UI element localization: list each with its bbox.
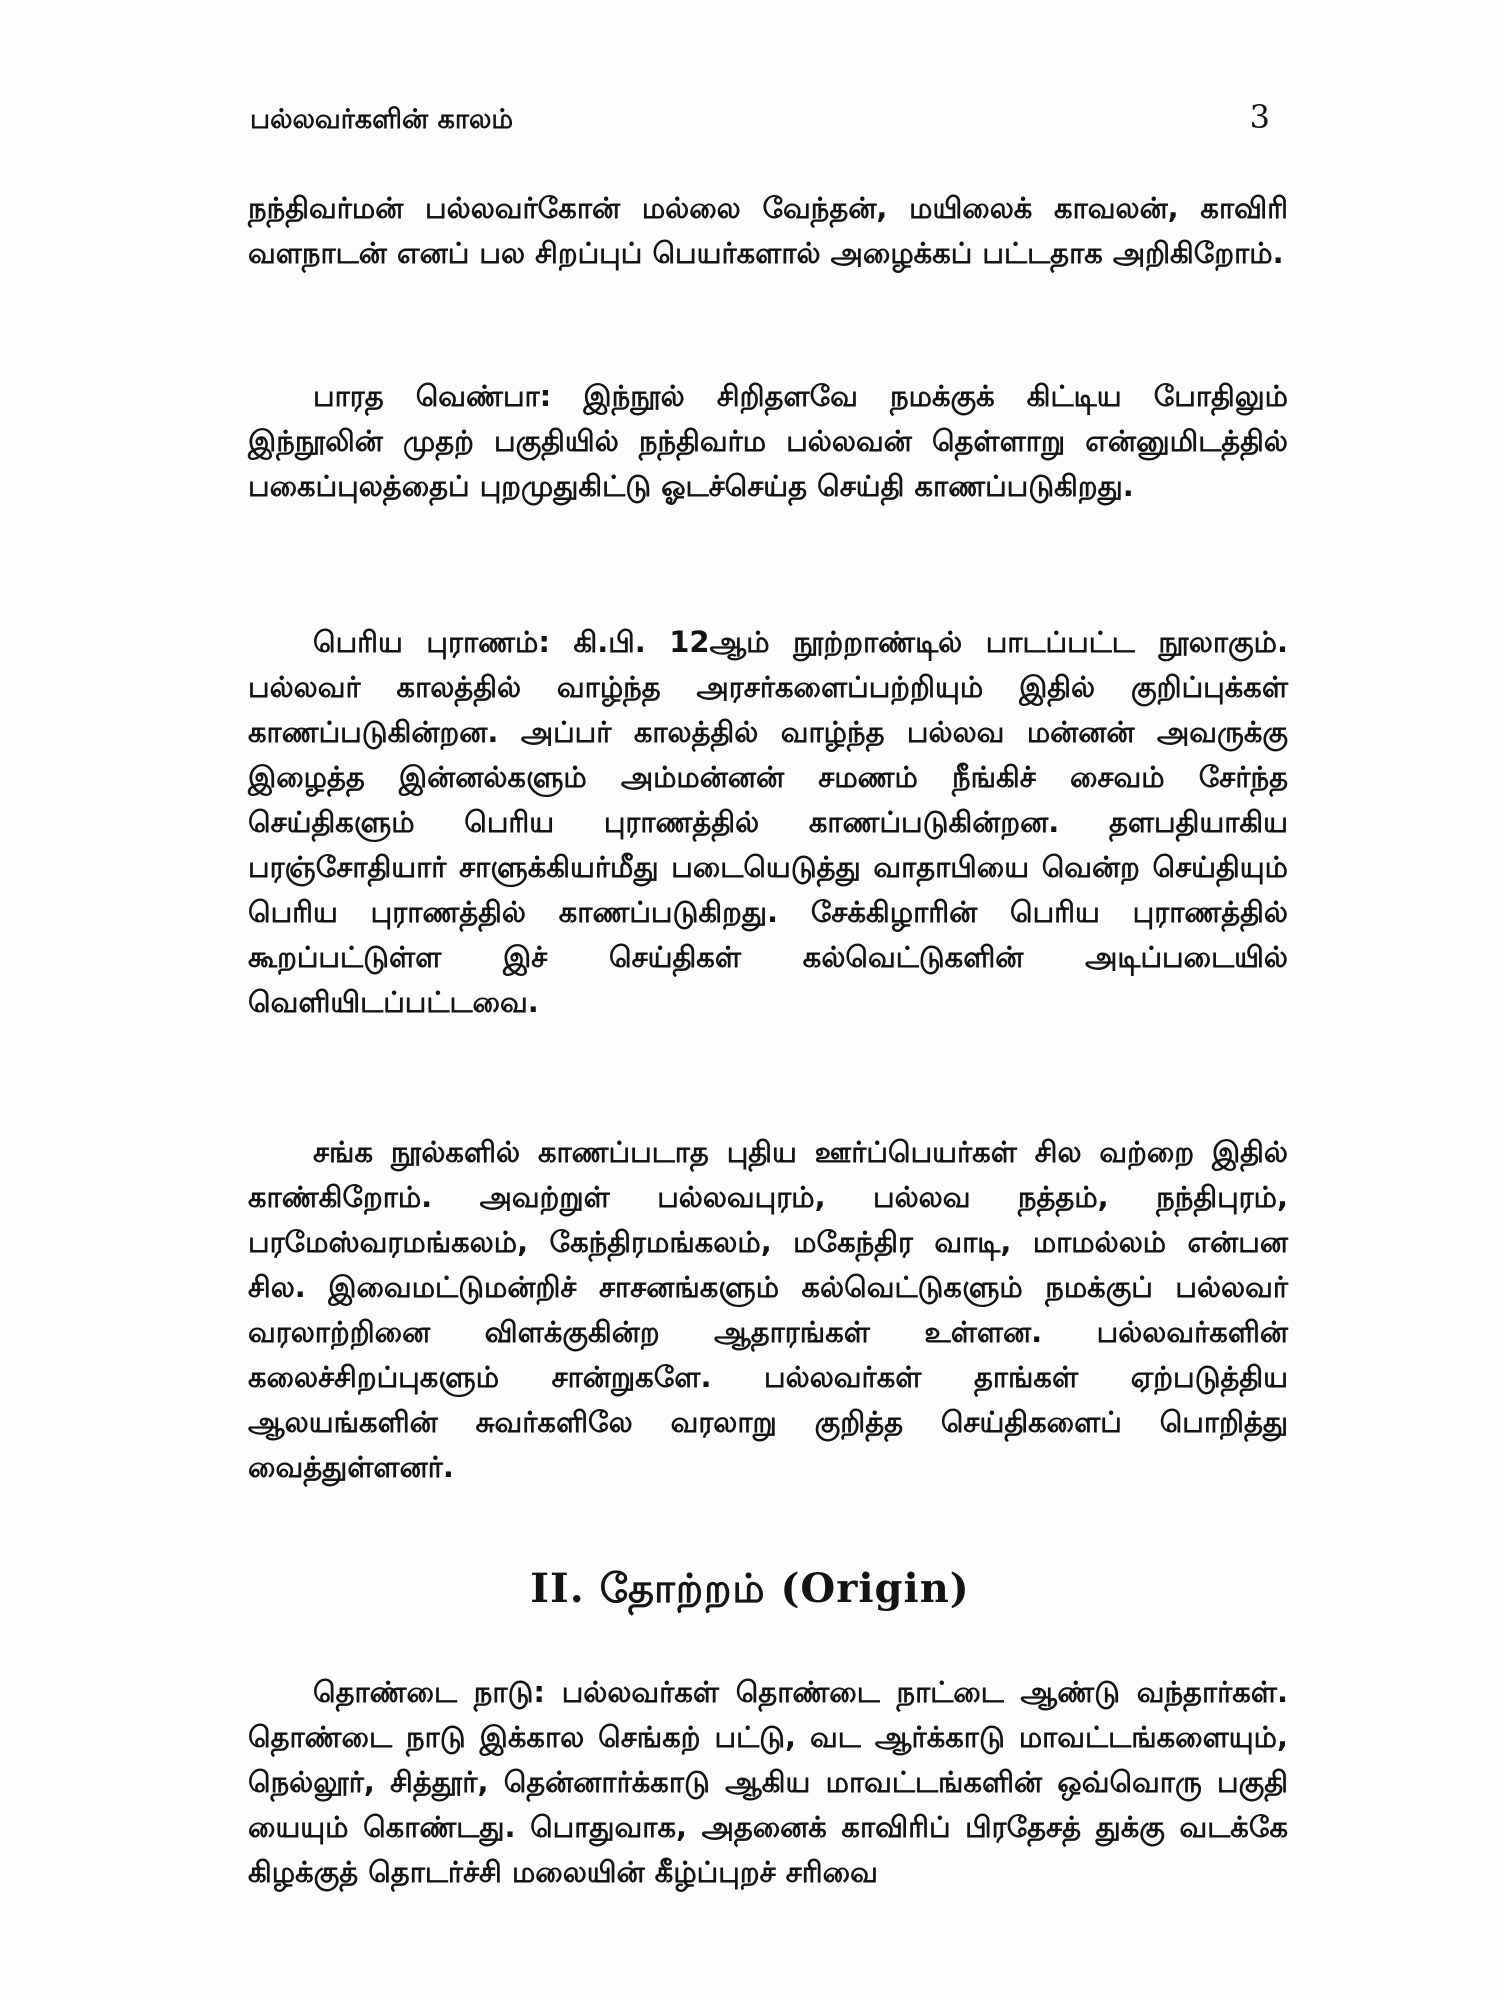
paragraph-place-names bbox=[248, 1130, 1288, 1490]
paragraph-text: பல்லவர்கள் தொண்டை நாட்டை ஆண்டு வந்தார்கள். தொண்டை நாடு இக்கால செங்கற் பட்டு, வட ஆர்க்காடு மாவட்டங்களையும், நெல்லூர், சித்தூர், தென்னார்க்காடு ஆகிய மாவட்டங்களின் ஒவ்வொரு பகுதி யையும் கொண்டது. பொதுவாக, அதனைக் காவிரிப் பிரதேசத் துக்கு வடக்கே கிழக்குத் தொடர்ச்சி மலையின் கீழ்ப்புறச் சரிவை bbox=[248, 1675, 1288, 1889]
section-title-english: (Origin) bbox=[780, 1565, 970, 1612]
paragraph-lead-term: பெரிய புராணம்: bbox=[313, 625, 550, 659]
paragraph-lead-term: பாரத வெண்பா: bbox=[313, 379, 552, 413]
paragraph-text: நந்திவர்மன் பல்லவர்கோன் மல்லை வேந்தன், மயிலைக் காவலன், காவிரி வளநாடன் எனப் பல சிறப்புப் பெயர்களால் அழைக்கப் பட்டதாக அறிகிறோம். bbox=[248, 191, 1288, 270]
paragraph-periya-puranam bbox=[248, 620, 1288, 1025]
section-title: தோற்றம் bbox=[599, 1566, 766, 1612]
paragraph-text: கி.பி. 12ஆம் நூற்றாண்டில் பாடப்பட்ட நூலாகும். பல்லவர் காலத்தில் வாழ்ந்த அரசர்களைப்பற்றியும் இதில் குறிப்புக்கள் காணப்படுகின்றன. அப்பர் காலத்தில் வாழ்ந்த பல்லவ மன்னன் அவருக்கு இழைத்த இன்னல்களும் அம்மன்னன் சமணம் நீங்கிச் சைவம் சேர்ந்த செய்திகளும் பெரிய புராணத்தில் காணப்படுகின்றன. தளபதியாகிய பரஞ்சோதியார் சாளுக்கியர்மீது படையெடுத்து வாதாபியை வென்ற செய்தியும் பெரிய புராணத்தில் காணப்படுகிறது. சேக்கிழாரின் பெரிய புராணத்தில் கூறப்பட்டுள்ள இச் செய்திகள் கல்வெட்டுகளின் அடிப்படையில் வெளியிடப்பட்டவை. bbox=[248, 625, 1288, 1019]
paragraph-lead-term: தொண்டை நாடு: bbox=[313, 1675, 545, 1709]
running-header bbox=[250, 98, 1270, 138]
paragraph-text: சங்க நூல்களில் காணப்படாத புதிய ஊர்ப்பெயர்கள் சில வற்றை இதில் காண்கிறோம். அவற்றுள் பல்லவபுரம், பல்லவ நத்தம், நந்திபுரம், பரமேஸ்வரமங்கலம், கேந்திரமங்கலம், மகேந்திர வாடி, மாமல்லம் என்பன சில. இவைமட்டுமன்றிச் சாசனங்களும் கல்வெட்டுகளும் நமக்குப் பல்லவர் வரலாற்றினை விளக்குகின்ற ஆதாரங்கள் உள்ளன. பல்லவர்களின் கலைச்சிறப்புகளும் சான்றுகளே. பல்லவர்கள் தாங்கள் ஏற்படுத்திய ஆலயங்களின் சுவர்களிலே வரலாறு குறித்த செய்திகளைப் பொறித்து வைத்துள்ளனர். bbox=[248, 1135, 1288, 1484]
paragraph-text: இந்நூல் சிறிதளவே நமக்குக் கிட்டிய போதிலும் இந்நூலின் முதற் பகுதியில் நந்திவர்ம பல்லவன் தெள்ளாறு என்னுமிடத்தில் பகைப்புலத்தைப் புறமுதுகிட்டு ஓடச்செய்த செய்தி காணப்படுகிறது. bbox=[248, 379, 1288, 503]
paragraph-thondai-nadu bbox=[248, 1670, 1288, 1895]
section-heading bbox=[0, 1565, 1500, 1617]
section-number: II. bbox=[530, 1565, 585, 1612]
paragraph-nandivarman-titles bbox=[248, 186, 1288, 276]
running-title: பல்லவர்களின் காலம் bbox=[250, 104, 514, 135]
paragraph-bharata-venba bbox=[248, 374, 1288, 509]
page-number: 3 bbox=[1249, 98, 1270, 136]
